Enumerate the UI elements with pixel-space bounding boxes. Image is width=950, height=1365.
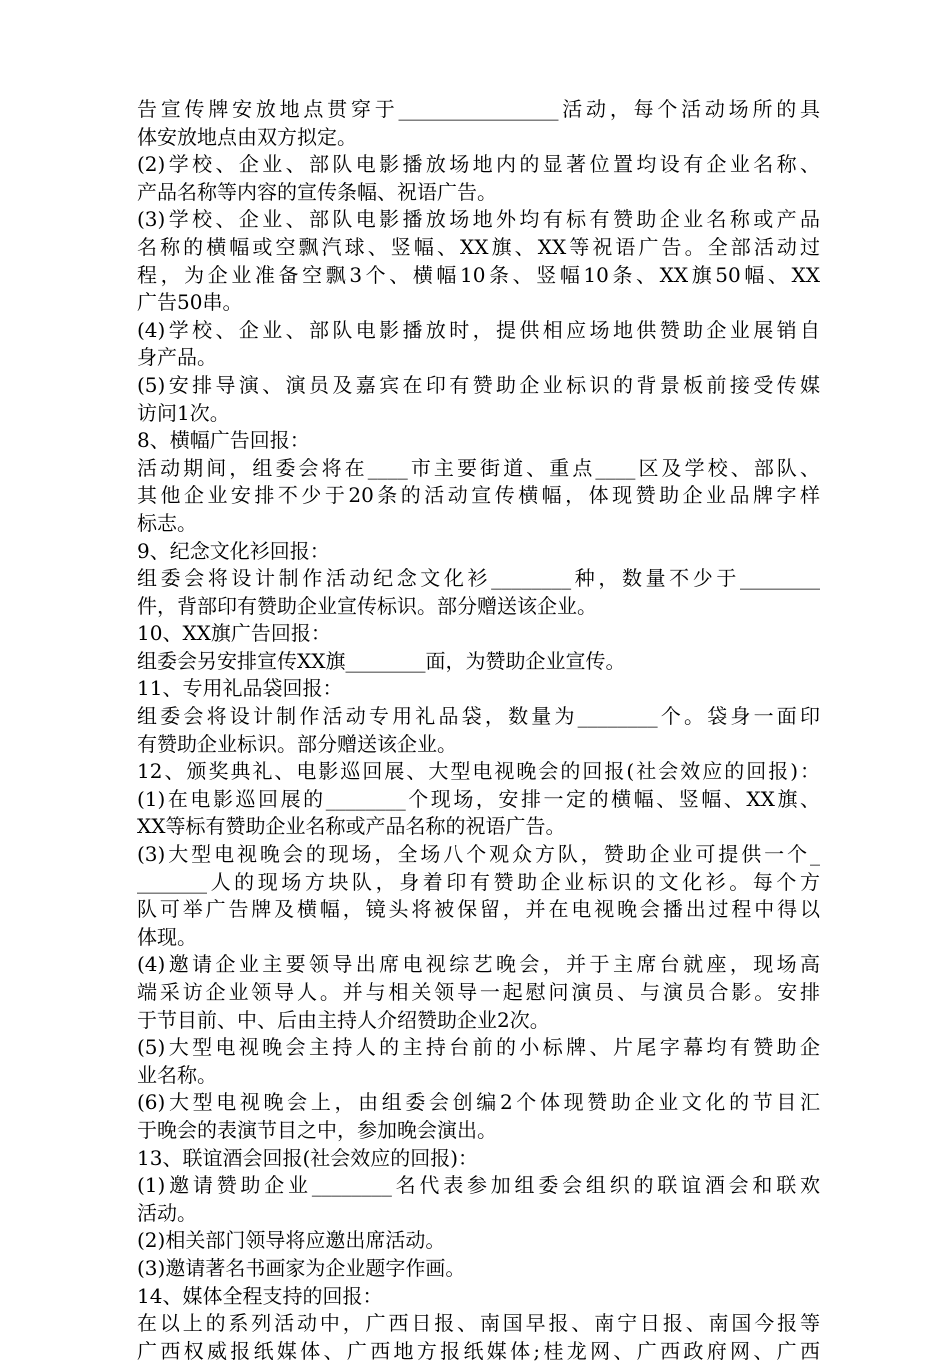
text-line: 活动期间，组委会将在____市主要街道、重点____区及学校、部队、 <box>137 455 820 480</box>
text-line: 在以上的系列活动中，广西日报、南国早报、南宁日报、南国今报等 <box>137 1311 820 1336</box>
text-line: 体现。 <box>137 924 197 949</box>
text-line: (4)邀请企业主要领导出席电视综艺晚会，并于主席台就座，现场高 <box>137 952 820 977</box>
text-line: 端采访企业领导人。并与相关领导一起慰问演员、与演员合影。安排 <box>137 980 820 1004</box>
text-line: XX等标有赞助企业名称或产品名称的祝语广告。 <box>137 814 566 839</box>
text-line: (3)学校、企业、部队电影播放场地外均有标有赞助企业名称或产品 <box>137 207 820 232</box>
text-line: 访问1次。 <box>137 400 230 425</box>
text-line: 活动。 <box>137 1200 197 1225</box>
text-line: 件，背部印有赞助企业宣传标识。部分赠送该企业。 <box>137 593 597 618</box>
text-line: 14、媒体全程支持的回报： <box>137 1283 383 1308</box>
text-line: 程，为企业准备空飘3个、横幅10条、竖幅10条、XX旗50幅、XX <box>137 262 820 287</box>
text-line: 标志。 <box>137 510 197 535</box>
text-line: 组委会将设计制作活动专用礼品袋，数量为________个。袋身一面印 <box>137 704 820 729</box>
text-line: 业名称。 <box>137 1062 217 1087</box>
text-line: 体安放地点由双方拟定。 <box>137 124 357 149</box>
text-line: (3)邀请著名书画家为企业题字作画。 <box>137 1255 466 1280</box>
text-line: 广西权威报纸媒体、广西地方报纸媒体;桂龙网、广西政府网、广西 <box>137 1338 820 1363</box>
text-line: 于晚会的表演节目之中，参加晚会演出。 <box>137 1117 497 1142</box>
text-line: _______人的现场方块队，身着印有赞助企业标识的文化衫。每个方 <box>137 869 820 894</box>
text-line: (4)学校、企业、部队电影播放时，提供相应场地供赞助企业展销自 <box>137 317 820 342</box>
text-line: 队可举广告牌及横幅，镜头将被保留，并在电视晚会播出过程中得以 <box>137 897 820 922</box>
text-line: 其他企业安排不少于20条的活动宣传横幅，体现赞助企业品牌字样 <box>137 483 820 508</box>
text-line: 组委会将设计制作活动纪念文化衫________种，数量不少于________ <box>137 566 820 591</box>
text-line: (2)相关部门领导将应邀出席活动。 <box>137 1228 446 1253</box>
text-line: (5)安排导演、演员及嘉宾在印有赞助企业标识的背景板前接受传媒 <box>137 372 820 397</box>
text-line: 有赞助企业标识。部分赠送该企业。 <box>137 731 457 756</box>
text-line: 11、专用礼品袋回报： <box>137 676 343 701</box>
text-line: (6)大型电视晚会上，由组委会创编2个体现赞助企业文化的节目汇 <box>137 1090 820 1115</box>
text-line: 广告50串。 <box>137 290 243 315</box>
text-line: 身产品。 <box>137 345 217 370</box>
text-line: 产品名称等内容的宣传条幅、祝语广告。 <box>137 179 497 204</box>
text-line: 10、XX旗广告回报： <box>137 621 331 646</box>
text-line: 于节目前、中、后由主持人介绍赞助企业2次。 <box>137 1007 550 1032</box>
text-line: 告宣传牌安放地点贯穿于________________活动，每个活动场所的具 <box>137 97 820 121</box>
text-line: (1)邀请赞助企业________名代表参加组委会组织的联谊酒会和联欢 <box>137 1173 820 1198</box>
text-line: 12、颁奖典礼、电影巡回展、大型电视晚会的回报(社会效应的回报)： <box>137 759 820 784</box>
text-line: (3)大型电视晚会的现场，全场八个观众方队，赞助企业可提供一个_ <box>137 842 820 867</box>
text-line: 名称的横幅或空飘汽球、竖幅、XX旗、XX等祝语广告。全部活动过 <box>137 234 820 259</box>
text-line: 8、横幅广告回报： <box>137 428 310 453</box>
text-line: 组委会另安排宣传XX旗________面，为赞助企业宣传。 <box>137 648 626 673</box>
text-line: 9、纪念文化衫回报： <box>137 538 330 563</box>
text-line: (2)学校、企业、部队电影播放场地内的显著位置均设有企业名称、 <box>137 152 820 177</box>
text-line: (1)在电影巡回展的________个现场，安排一定的横幅、竖幅、XX旗、 <box>137 786 820 811</box>
text-line: (5)大型电视晚会主持人的主持台前的小标牌、片尾字幕均有赞助企 <box>137 1035 820 1060</box>
document-page <box>137 96 820 1365</box>
text-line: 13、联谊酒会回报(社会效应的回报)： <box>137 1145 479 1170</box>
